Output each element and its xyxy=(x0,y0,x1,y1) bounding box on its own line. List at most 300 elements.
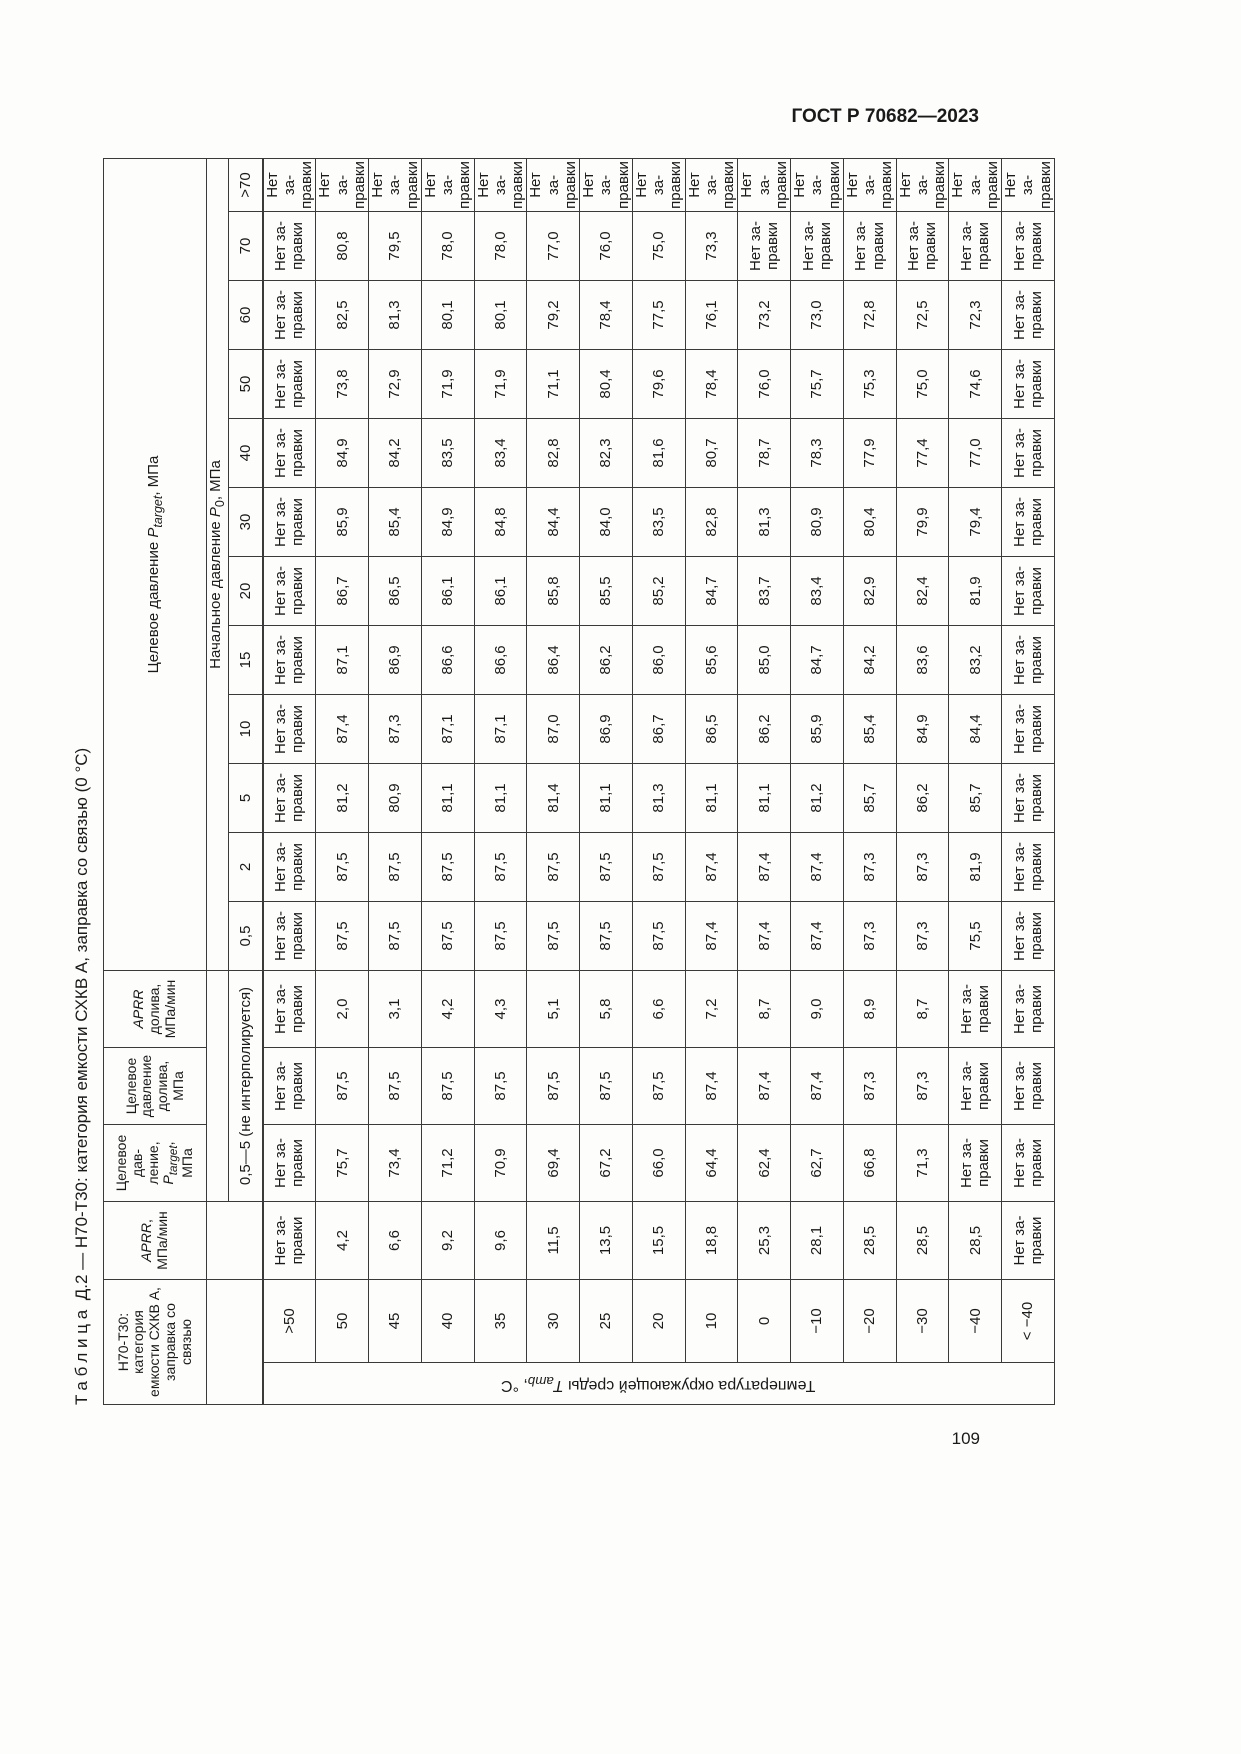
target-pressure-cell: 85,9 xyxy=(316,488,369,557)
target-pressure-cell: 85,0 xyxy=(738,626,791,695)
p0-col-7: 40 xyxy=(229,419,263,488)
temperature-cell: 20 xyxy=(632,1280,685,1363)
target-pressure-cell: 87,3 xyxy=(896,902,949,971)
target-pressure-cell: 78,0 xyxy=(421,212,474,281)
target-pressure-cell: Нет за- правки xyxy=(421,159,474,212)
target-pressure-cell: 80,4 xyxy=(580,350,633,419)
target-pressure-cell: Нет за- правки xyxy=(1002,902,1055,971)
target-pressure-cell: 83,2 xyxy=(949,626,1002,695)
target-pressure-cell: 82,4 xyxy=(896,557,949,626)
target-pressure-cell: Нет за- правки xyxy=(1002,212,1055,281)
p0-col-1: 2 xyxy=(229,833,263,902)
table-row xyxy=(263,159,316,1405)
aprr-topoff-cell: 9,0 xyxy=(791,971,844,1048)
target-pressure-cell: 86,9 xyxy=(580,695,633,764)
target-pressure-cell: 86,7 xyxy=(632,695,685,764)
target-pressure-cell: 81,1 xyxy=(685,764,738,833)
target-pressure-cell: Нет за- правки xyxy=(896,159,949,212)
aprr-topoff-cell: 5,1 xyxy=(527,971,580,1048)
target-pressure-cell: 77,4 xyxy=(896,419,949,488)
p0-col-4: 15 xyxy=(229,626,263,695)
target-pressure-cell: 80,1 xyxy=(474,281,527,350)
target-pressure-cell: 82,5 xyxy=(316,281,369,350)
ptarget-cell: 71,2 xyxy=(421,1125,474,1202)
target-pressure-cell: 80,9 xyxy=(369,764,422,833)
not-interpolated-header: 0,5—5 (не интерполируется) xyxy=(229,971,263,1202)
target-pressure-cell: 75,0 xyxy=(632,212,685,281)
target-pressure-cell: 84,2 xyxy=(843,626,896,695)
ptarget-cell: Нет за- правки xyxy=(263,1125,316,1202)
target-pressure-cell: 82,8 xyxy=(527,419,580,488)
target-pressure-cell: 72,9 xyxy=(369,350,422,419)
table-row xyxy=(580,159,633,1405)
temperature-cell: 10 xyxy=(685,1280,738,1363)
aprr-cell: Нет за- правки xyxy=(1002,1202,1055,1280)
target-pressure-cell: 77,5 xyxy=(632,281,685,350)
target-pressure-cell: 84,7 xyxy=(685,557,738,626)
target-pressure-cell: 85,4 xyxy=(369,488,422,557)
target-pressure-cell: 72,5 xyxy=(896,281,949,350)
target-pressure-cell: 82,3 xyxy=(580,419,633,488)
target-pressure-cell: 86,9 xyxy=(369,626,422,695)
target-pressure-cell: 84,7 xyxy=(791,626,844,695)
target-pressure-cell: 81,3 xyxy=(632,764,685,833)
aprr-topoff-cell: 7,2 xyxy=(685,971,738,1048)
target-pressure-cell: Нет за- правки xyxy=(1002,764,1055,833)
target-pressure-cell: 86,0 xyxy=(632,626,685,695)
target-pressure-cell: 83,7 xyxy=(738,557,791,626)
page-number: 109 xyxy=(951,1429,980,1448)
target-pressure-cell: Нет за- правки xyxy=(369,159,422,212)
target-pressure-cell: 85,5 xyxy=(580,557,633,626)
aprr-cell: 6,6 xyxy=(369,1202,422,1280)
target-pressure-cell: 71,1 xyxy=(527,350,580,419)
p0-col-8: 50 xyxy=(229,350,263,419)
fuel-target-cell: 87,5 xyxy=(474,1048,527,1125)
target-pressure-cell: 71,9 xyxy=(474,350,527,419)
table-row xyxy=(685,159,738,1405)
corner-blank xyxy=(207,1280,229,1405)
caption-text: Д.2 — H70-T30: категория емкости СХКВ А, заправка со связью (0 °C) xyxy=(72,747,91,1301)
target-pressure-cell: Нет за- правки xyxy=(263,281,316,350)
target-pressure-cell: 87,5 xyxy=(369,833,422,902)
temperature-cell: 30 xyxy=(527,1280,580,1363)
target-pressure-cell: 87,0 xyxy=(527,695,580,764)
target-pressure-cell: 87,3 xyxy=(369,695,422,764)
table-row xyxy=(369,159,422,1405)
fuel-target-cell: 87,5 xyxy=(316,1048,369,1125)
target-pressure-cell: 79,2 xyxy=(527,281,580,350)
ptarget-cell: 62,7 xyxy=(791,1125,844,1202)
aprr-topoff-cell: 6,6 xyxy=(632,971,685,1048)
table-caption xyxy=(72,158,92,1405)
target-pressure-cell: 81,1 xyxy=(580,764,633,833)
table-row xyxy=(632,159,685,1405)
aprr-cell: 25,3 xyxy=(738,1202,791,1280)
aprr-topoff-cell: 4,3 xyxy=(474,971,527,1048)
blank-cell xyxy=(207,971,229,1202)
table-row xyxy=(896,159,949,1405)
target-pressure-cell: 75,0 xyxy=(896,350,949,419)
target-pressure-cell: Нет за- правки xyxy=(843,212,896,281)
table-row xyxy=(738,159,791,1405)
aprr-topoff-cell: Нет за- правки xyxy=(1002,971,1055,1048)
temperature-cell: >50 xyxy=(263,1280,316,1363)
target-pressure-cell: Нет за- правки xyxy=(949,159,1002,212)
target-pressure-cell: 80,4 xyxy=(843,488,896,557)
target-pressure-cell: 82,8 xyxy=(685,488,738,557)
target-pressure-cell: 87,3 xyxy=(843,833,896,902)
target-pressure-cell: Нет за- правки xyxy=(263,557,316,626)
target-pressure-cell: 87,5 xyxy=(580,902,633,971)
target-pressure-cell: 81,2 xyxy=(791,764,844,833)
target-pressure-cell: 76,0 xyxy=(580,212,633,281)
caption-label: Таблица xyxy=(72,1305,91,1405)
target-pressure-cell: 85,6 xyxy=(685,626,738,695)
target-pressure-cell: Нет за- правки xyxy=(263,902,316,971)
target-pressure-cell: 71,9 xyxy=(421,350,474,419)
target-pressure-cell: 73,3 xyxy=(685,212,738,281)
target-pressure-cell: 85,7 xyxy=(843,764,896,833)
target-pressure-cell: 79,9 xyxy=(896,488,949,557)
target-pressure-cell: 84,9 xyxy=(896,695,949,764)
aprr-topoff-cell: 5,8 xyxy=(580,971,633,1048)
fuel-target-cell: 87,5 xyxy=(580,1048,633,1125)
target-pressure-cell: 86,2 xyxy=(896,764,949,833)
target-pressure-cell: 76,1 xyxy=(685,281,738,350)
target-pressure-cell: 81,4 xyxy=(527,764,580,833)
fuel-target-cell: 87,5 xyxy=(369,1048,422,1125)
data-table xyxy=(103,158,1055,1405)
ptarget-cell: 71,3 xyxy=(896,1125,949,1202)
table-row xyxy=(421,159,474,1405)
target-pressure-cell: 84,0 xyxy=(580,488,633,557)
fuel-target-cell: 87,3 xyxy=(843,1048,896,1125)
aprr-topoff-cell: 2,0 xyxy=(316,971,369,1048)
target-pressure-cell: 81,9 xyxy=(949,833,1002,902)
target-pressure-cell: 81,3 xyxy=(738,488,791,557)
target-pressure-cell: 72,3 xyxy=(949,281,1002,350)
p0-col-2: 5 xyxy=(229,764,263,833)
target-pressure-cell: 82,9 xyxy=(843,557,896,626)
rotated-table-wrapper xyxy=(103,158,1054,1405)
target-pressure-cell: 84,2 xyxy=(369,419,422,488)
fuel-target-cell: 87,4 xyxy=(685,1048,738,1125)
target-pressure-cell: 86,2 xyxy=(580,626,633,695)
target-pressure-cell: 87,5 xyxy=(421,833,474,902)
target-pressure-cell: Нет за- правки xyxy=(738,159,791,212)
temperature-cell: 35 xyxy=(474,1280,527,1363)
target-pressure-cell: Нет за- правки xyxy=(685,159,738,212)
temperature-cell: −40 xyxy=(949,1280,1002,1363)
p0-col-0: 0,5 xyxy=(229,902,263,971)
target-pressure-cell: 83,4 xyxy=(474,419,527,488)
temperature-cell: −30 xyxy=(896,1280,949,1363)
target-pressure-cell: Нет за- правки xyxy=(791,159,844,212)
target-pressure-cell: 78,4 xyxy=(685,350,738,419)
target-pressure-cell: Нет за- правки xyxy=(263,350,316,419)
table-row xyxy=(1002,159,1055,1405)
target-pressure-cell: 87,5 xyxy=(421,902,474,971)
temperature-cell: 40 xyxy=(421,1280,474,1363)
target-pressure-cell: Нет за- правки xyxy=(1002,695,1055,764)
target-pressure-cell: Нет за- правки xyxy=(791,212,844,281)
target-pressure-cell: Нет за- правки xyxy=(1002,419,1055,488)
target-pressure-cell: Нет за- правки xyxy=(580,159,633,212)
corner-blank xyxy=(229,1280,263,1405)
target-pressure-cell: Нет за- правки xyxy=(1002,350,1055,419)
table-row xyxy=(527,159,580,1405)
target-pressure-cell: 84,4 xyxy=(527,488,580,557)
aprr-cell: 9,2 xyxy=(421,1202,474,1280)
target-pressure-cell: 87,5 xyxy=(474,833,527,902)
target-pressure-cell: 79,5 xyxy=(369,212,422,281)
target-pressure-cell: 87,5 xyxy=(474,902,527,971)
target-pressure-cell: 75,5 xyxy=(949,902,1002,971)
target-pressure-cell: 81,2 xyxy=(316,764,369,833)
target-pressure-cell: 72,8 xyxy=(843,281,896,350)
target-pressure-cell: Нет за- правки xyxy=(263,833,316,902)
target-pressure-cell: 86,5 xyxy=(369,557,422,626)
target-pressure-cell: 81,1 xyxy=(474,764,527,833)
target-pressure-cell: Нет за- правки xyxy=(316,159,369,212)
temperature-cell: 0 xyxy=(738,1280,791,1363)
target-pressure-cell: 78,4 xyxy=(580,281,633,350)
target-pressure-cell: Нет за- правки xyxy=(263,764,316,833)
aprr-topoff-cell: 8,7 xyxy=(896,971,949,1048)
fuel-target-cell: 87,5 xyxy=(527,1048,580,1125)
aprr-topoff-cell: 8,7 xyxy=(738,971,791,1048)
aprr-cell: Нет за- правки xyxy=(263,1202,316,1280)
temperature-cell: 45 xyxy=(369,1280,422,1363)
target-pressure-cell: 73,2 xyxy=(738,281,791,350)
target-pressure-cell: 87,4 xyxy=(685,833,738,902)
target-pressure-cell: Нет за- правки xyxy=(949,212,1002,281)
target-pressure-cell: 87,4 xyxy=(791,902,844,971)
table-row xyxy=(949,159,1002,1405)
aprr-cell: 28,5 xyxy=(949,1202,1002,1280)
target-pressure-cell: 80,1 xyxy=(421,281,474,350)
target-pressure-cell: 75,3 xyxy=(843,350,896,419)
ptarget-cell: Нет за- правки xyxy=(949,1125,1002,1202)
temperature-cell: −20 xyxy=(843,1280,896,1363)
target-pressure-cell: 81,1 xyxy=(421,764,474,833)
aprr-cell: 13,5 xyxy=(580,1202,633,1280)
target-pressure-cell: 75,7 xyxy=(791,350,844,419)
ptarget-cell: 73,4 xyxy=(369,1125,422,1202)
target-pressure-cell: 86,6 xyxy=(421,626,474,695)
aprr-cell: 9,6 xyxy=(474,1202,527,1280)
ptarget-cell: 66,8 xyxy=(843,1125,896,1202)
aprr-topoff-cell: 3,1 xyxy=(369,971,422,1048)
target-pressure-cell: Нет за- правки xyxy=(843,159,896,212)
target-pressure-cell: 86,1 xyxy=(421,557,474,626)
target-pressure-cell: 83,5 xyxy=(632,488,685,557)
target-pressure-cell: Нет за- правки xyxy=(632,159,685,212)
p0-col-10: 70 xyxy=(229,212,263,281)
target-pressure-cell: Нет за- правки xyxy=(1002,159,1055,212)
p0-header-row xyxy=(229,159,263,1405)
aprr-cell: 15,5 xyxy=(632,1202,685,1280)
aprr-topoff-header: APRR долива, МПа/мин xyxy=(104,971,207,1048)
target-pressure-cell: 73,0 xyxy=(791,281,844,350)
target-pressure-cell: 77,9 xyxy=(843,419,896,488)
target-pressure-cell: 87,1 xyxy=(421,695,474,764)
ptarget-cell: 66,0 xyxy=(632,1125,685,1202)
target-pressure-cell: 77,0 xyxy=(949,419,1002,488)
target-pressure-cell: 81,3 xyxy=(369,281,422,350)
target-pressure-cell: 76,0 xyxy=(738,350,791,419)
aprr-cell: 4,2 xyxy=(316,1202,369,1280)
target-pressure-cell: Нет за- правки xyxy=(1002,557,1055,626)
target-pressure-cell: Нет за- правки xyxy=(263,419,316,488)
target-pressure-cell: 87,4 xyxy=(316,695,369,764)
target-pressure-cell: 87,5 xyxy=(632,833,685,902)
ptarget-cell: Нет за- правки xyxy=(1002,1125,1055,1202)
table-body xyxy=(263,159,1055,1405)
target-pressure-cell: 86,2 xyxy=(738,695,791,764)
target-pressure-cell: 87,4 xyxy=(738,902,791,971)
target-pressure-cell: Нет за- правки xyxy=(738,212,791,281)
target-pressure-cell: 79,4 xyxy=(949,488,1002,557)
aprr-topoff-cell: 4,2 xyxy=(421,971,474,1048)
target-pressure-cell: 78,7 xyxy=(738,419,791,488)
target-pressure-cell: 87,1 xyxy=(474,695,527,764)
aprr-topoff-cell: Нет за- правки xyxy=(949,971,1002,1048)
target-pressure-cell: 83,6 xyxy=(896,626,949,695)
target-pressure-cell: 81,1 xyxy=(738,764,791,833)
target-pressure-cell: Нет за- правки xyxy=(263,626,316,695)
target-pressure-cell: Нет за- правки xyxy=(527,159,580,212)
target-pressure-cell: 87,4 xyxy=(791,833,844,902)
fuel-target-cell: 87,4 xyxy=(791,1048,844,1125)
table-row xyxy=(791,159,844,1405)
aprr-blank xyxy=(207,1202,229,1280)
aprr-topoff-cell: 8,9 xyxy=(843,971,896,1048)
table-row xyxy=(316,159,369,1405)
target-pressure-cell: 74,6 xyxy=(949,350,1002,419)
corner-header: H70-T30: категория емкости СХКВ А, заправка со связью xyxy=(104,1280,207,1405)
target-pressure-cell: 87,3 xyxy=(896,833,949,902)
target-pressure-cell: 83,4 xyxy=(791,557,844,626)
target-pressure-cell: 78,0 xyxy=(474,212,527,281)
target-pressure-cell: 81,9 xyxy=(949,557,1002,626)
target-pressure-cell: Нет за- правки xyxy=(1002,488,1055,557)
fuel-target-cell: Нет за- правки xyxy=(949,1048,1002,1125)
target-pressure-cell: 85,7 xyxy=(949,764,1002,833)
target-pressure-cell: 80,9 xyxy=(791,488,844,557)
target-pressure-cell: 87,4 xyxy=(738,833,791,902)
target-pressure-cell: 87,5 xyxy=(316,833,369,902)
p0-col-6: 30 xyxy=(229,488,263,557)
ambient-temperature-header: Температура окружающей среды $T_{amb}$, °C xyxy=(263,1363,1055,1405)
table-row xyxy=(843,159,896,1405)
target-pressure-cell: 85,9 xyxy=(791,695,844,764)
aprr-cell: 11,5 xyxy=(527,1202,580,1280)
aprr-cell: 28,5 xyxy=(896,1202,949,1280)
target-pressure-cell: 86,7 xyxy=(316,557,369,626)
target-pressure-group-header: Целевое давление $P_{target}$, МПа xyxy=(104,159,207,971)
temperature-cell: 25 xyxy=(580,1280,633,1363)
aprr-topoff-cell: Нет за- правки xyxy=(263,971,316,1048)
target-pressure-cell: 87,5 xyxy=(316,902,369,971)
target-pressure-cell: Нет за- правки xyxy=(1002,626,1055,695)
fuel-target-cell: Нет за- правки xyxy=(1002,1048,1055,1125)
temperature-cell: < −40 xyxy=(1002,1280,1055,1363)
target-pressure-cell: 84,8 xyxy=(474,488,527,557)
aprr-header: APRR, МПа/мин xyxy=(104,1202,207,1280)
temperature-cell: 50 xyxy=(316,1280,369,1363)
target-pressure-cell: 87,5 xyxy=(369,902,422,971)
target-pressure-cell: 87,5 xyxy=(580,833,633,902)
target-pressure-cell: 73,8 xyxy=(316,350,369,419)
ptarget-header: Целевое дав- ление, $P_{target}$, МПа xyxy=(104,1125,207,1202)
target-pressure-cell: 87,4 xyxy=(685,902,738,971)
aprr-cell: 28,1 xyxy=(791,1202,844,1280)
ptarget-cell: 62,4 xyxy=(738,1125,791,1202)
target-pressure-cell: Нет за- правки xyxy=(474,159,527,212)
ptarget-cell: 67,2 xyxy=(580,1125,633,1202)
fuel-target-cell: 87,5 xyxy=(421,1048,474,1125)
target-pressure-cell: 83,5 xyxy=(421,419,474,488)
target-pressure-cell: 87,5 xyxy=(527,833,580,902)
fuel-target-cell: 87,3 xyxy=(896,1048,949,1125)
target-pressure-cell: 81,6 xyxy=(632,419,685,488)
fuel-target-cell: 87,4 xyxy=(738,1048,791,1125)
target-pressure-cell: 84,4 xyxy=(949,695,1002,764)
target-pressure-cell: 84,9 xyxy=(316,419,369,488)
aprr-cell: 28,5 xyxy=(843,1202,896,1280)
target-pressure-cell: Нет за- правки xyxy=(263,159,316,212)
target-pressure-cell: 85,2 xyxy=(632,557,685,626)
target-pressure-cell: 87,3 xyxy=(843,902,896,971)
target-pressure-cell: 87,5 xyxy=(527,902,580,971)
table-row xyxy=(474,159,527,1405)
target-pressure-cell: Нет за- правки xyxy=(1002,833,1055,902)
target-pressure-cell: Нет за- правки xyxy=(896,212,949,281)
temperature-cell: −10 xyxy=(791,1280,844,1363)
target-pressure-cell: 86,6 xyxy=(474,626,527,695)
target-pressure-cell: 87,5 xyxy=(632,902,685,971)
target-pressure-cell: 85,4 xyxy=(843,695,896,764)
aprr-blank xyxy=(229,1202,263,1280)
target-pressure-cell: Нет за- правки xyxy=(1002,281,1055,350)
target-pressure-cell: 77,0 xyxy=(527,212,580,281)
target-pressure-cell: 80,7 xyxy=(685,419,738,488)
ptarget-cell: 69,4 xyxy=(527,1125,580,1202)
target-pressure-cell: Нет за- правки xyxy=(263,695,316,764)
target-pressure-cell: 86,4 xyxy=(527,626,580,695)
p0-col-5: 20 xyxy=(229,557,263,626)
target-pressure-cell: 87,1 xyxy=(316,626,369,695)
aprr-cell: 18,8 xyxy=(685,1202,738,1280)
target-pressure-cell: Нет за- правки xyxy=(263,212,316,281)
fuel-target-header: Целевое давление долива, МПа xyxy=(104,1048,207,1125)
ptarget-cell: 64,4 xyxy=(685,1125,738,1202)
ptarget-cell: 75,7 xyxy=(316,1125,369,1202)
fuel-target-cell: Нет за- правки xyxy=(263,1048,316,1125)
ptarget-cell: 70,9 xyxy=(474,1125,527,1202)
fuel-target-cell: 87,5 xyxy=(632,1048,685,1125)
target-pressure-cell: 85,8 xyxy=(527,557,580,626)
document-header: ГОСТ Р 70682—2023 xyxy=(791,106,979,127)
target-pressure-cell: 78,3 xyxy=(791,419,844,488)
target-pressure-cell: 86,5 xyxy=(685,695,738,764)
initial-pressure-group-header: Начальное давление $P_0$, МПа xyxy=(207,159,229,971)
target-pressure-cell: Нет за- правки xyxy=(263,488,316,557)
target-pressure-cell: 79,6 xyxy=(632,350,685,419)
target-pressure-cell: 84,9 xyxy=(421,488,474,557)
